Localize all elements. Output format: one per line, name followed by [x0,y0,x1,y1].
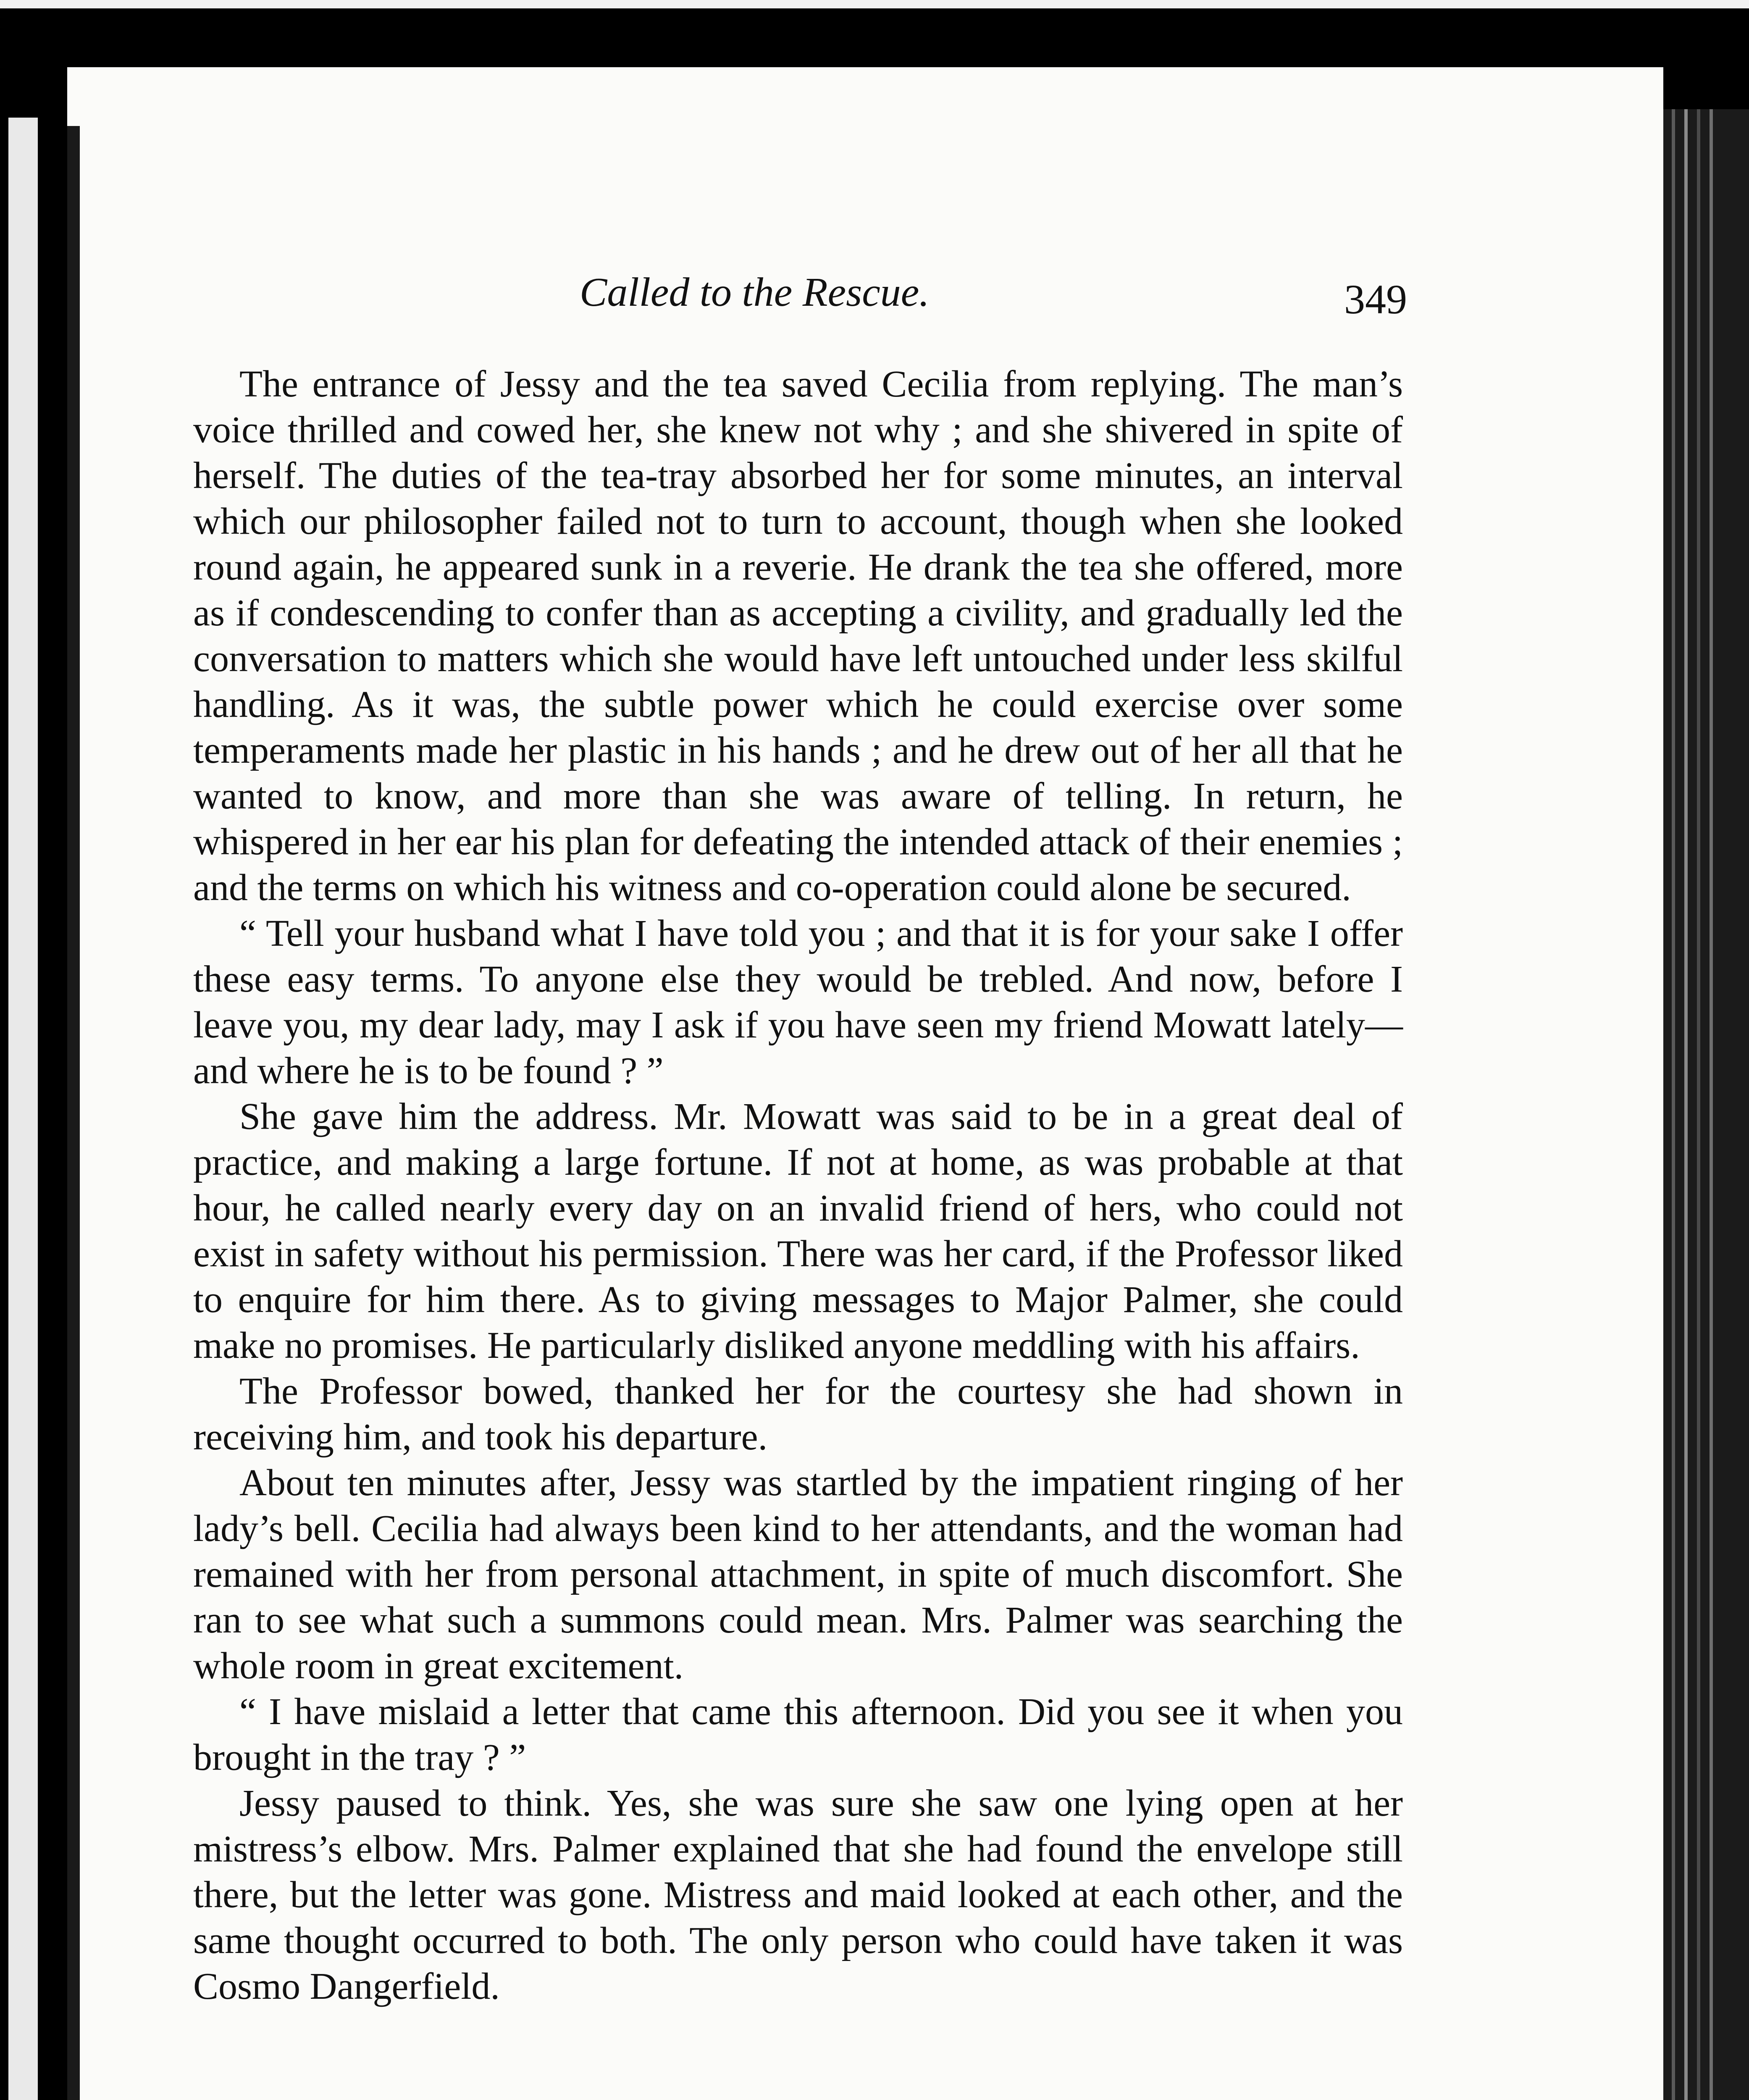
body-text [193,361,1403,2009]
running-title: Called to the Rescue. [580,270,930,315]
scan-border-top-edge [0,0,1749,8]
paragraph: The Professor bowed, thanked her for the courtesy she had shown in receiving him, and took his departure. [193,1370,1403,1458]
page-number: 349 [1344,276,1407,323]
page-gutter [67,126,80,2100]
facing-page-edge [8,118,38,2100]
paragraph: “ I have mislaid a letter that came this afternoon. Did you see it when you brought in the tray ? ” [193,1691,1403,1778]
paragraph: “ Tell your husband what I have told you ; and that it is for your sake I offer these easy terms. To anyone else they would be trebled. And now, before I leave you, my dear lady, may I ask if you have seen my friend Mowatt lately—and where he is to be found ? ” [193,913,1403,1092]
paragraph: She gave him the address. Mr. Mowatt was said to be in a great deal of practice, and making a large fortune. If not at home, as was probable at that hour, he called nearly every day on an invalid friend of hers, who could not exist in safety without his permission. There was her card, if the Professor liked to enquire for him there. As to giving messages to Major Palmer, she could make no promises. He particularly disliked anyone meddling with his affairs. [193,1096,1403,1366]
paragraph: About ten minutes after, Jessy was startled by the impatient ringing of her lady’s bell. Cecilia had always been kind to her attendants, and the woman had remained with her from personal attachment, in spite of much discomfort. She ran to see what such a summons could mean. Mrs. Palmer was searching the whole room in great excitement. [193,1462,1403,1687]
page-stack-edge [1663,109,1749,2100]
paragraph: The entrance of Jessy and the tea saved Cecilia from replying. The man’s voice thrilled and cowed her, she knew not why ; and she shivered in spite of herself. The duties of the tea-tray absorbed her for some minutes, an interval which our philosopher failed not to turn to account, though when she looked round again, he appeared sunk in a reverie. He drank the tea she offered, more as if condescending to confer than as accepting a civility, and gradually led the conversation to matters which she would have left untouched under less skilful handling. As it was, the subtle power which he could exercise over some temperaments made her plastic in his hands ; and he drew out of her all that he wanted to know, and more than she was aware of telling. In return, he whispered in her ear his plan for defeating the intended attack of their enemies ; and the terms on which his witness and co-operation could alone be secured. [193,363,1403,908]
paragraph: Jessy paused to think. Yes, she was sure she saw one lying open at her mistress’s elbow. Mrs. Palmer explained that she had found the envelope still there, but the letter was gone. Mistress and maid looked at each other, and the same thought occurred to both. The only person who could have taken it was Cosmo Dangerfield. [193,1782,1403,2007]
